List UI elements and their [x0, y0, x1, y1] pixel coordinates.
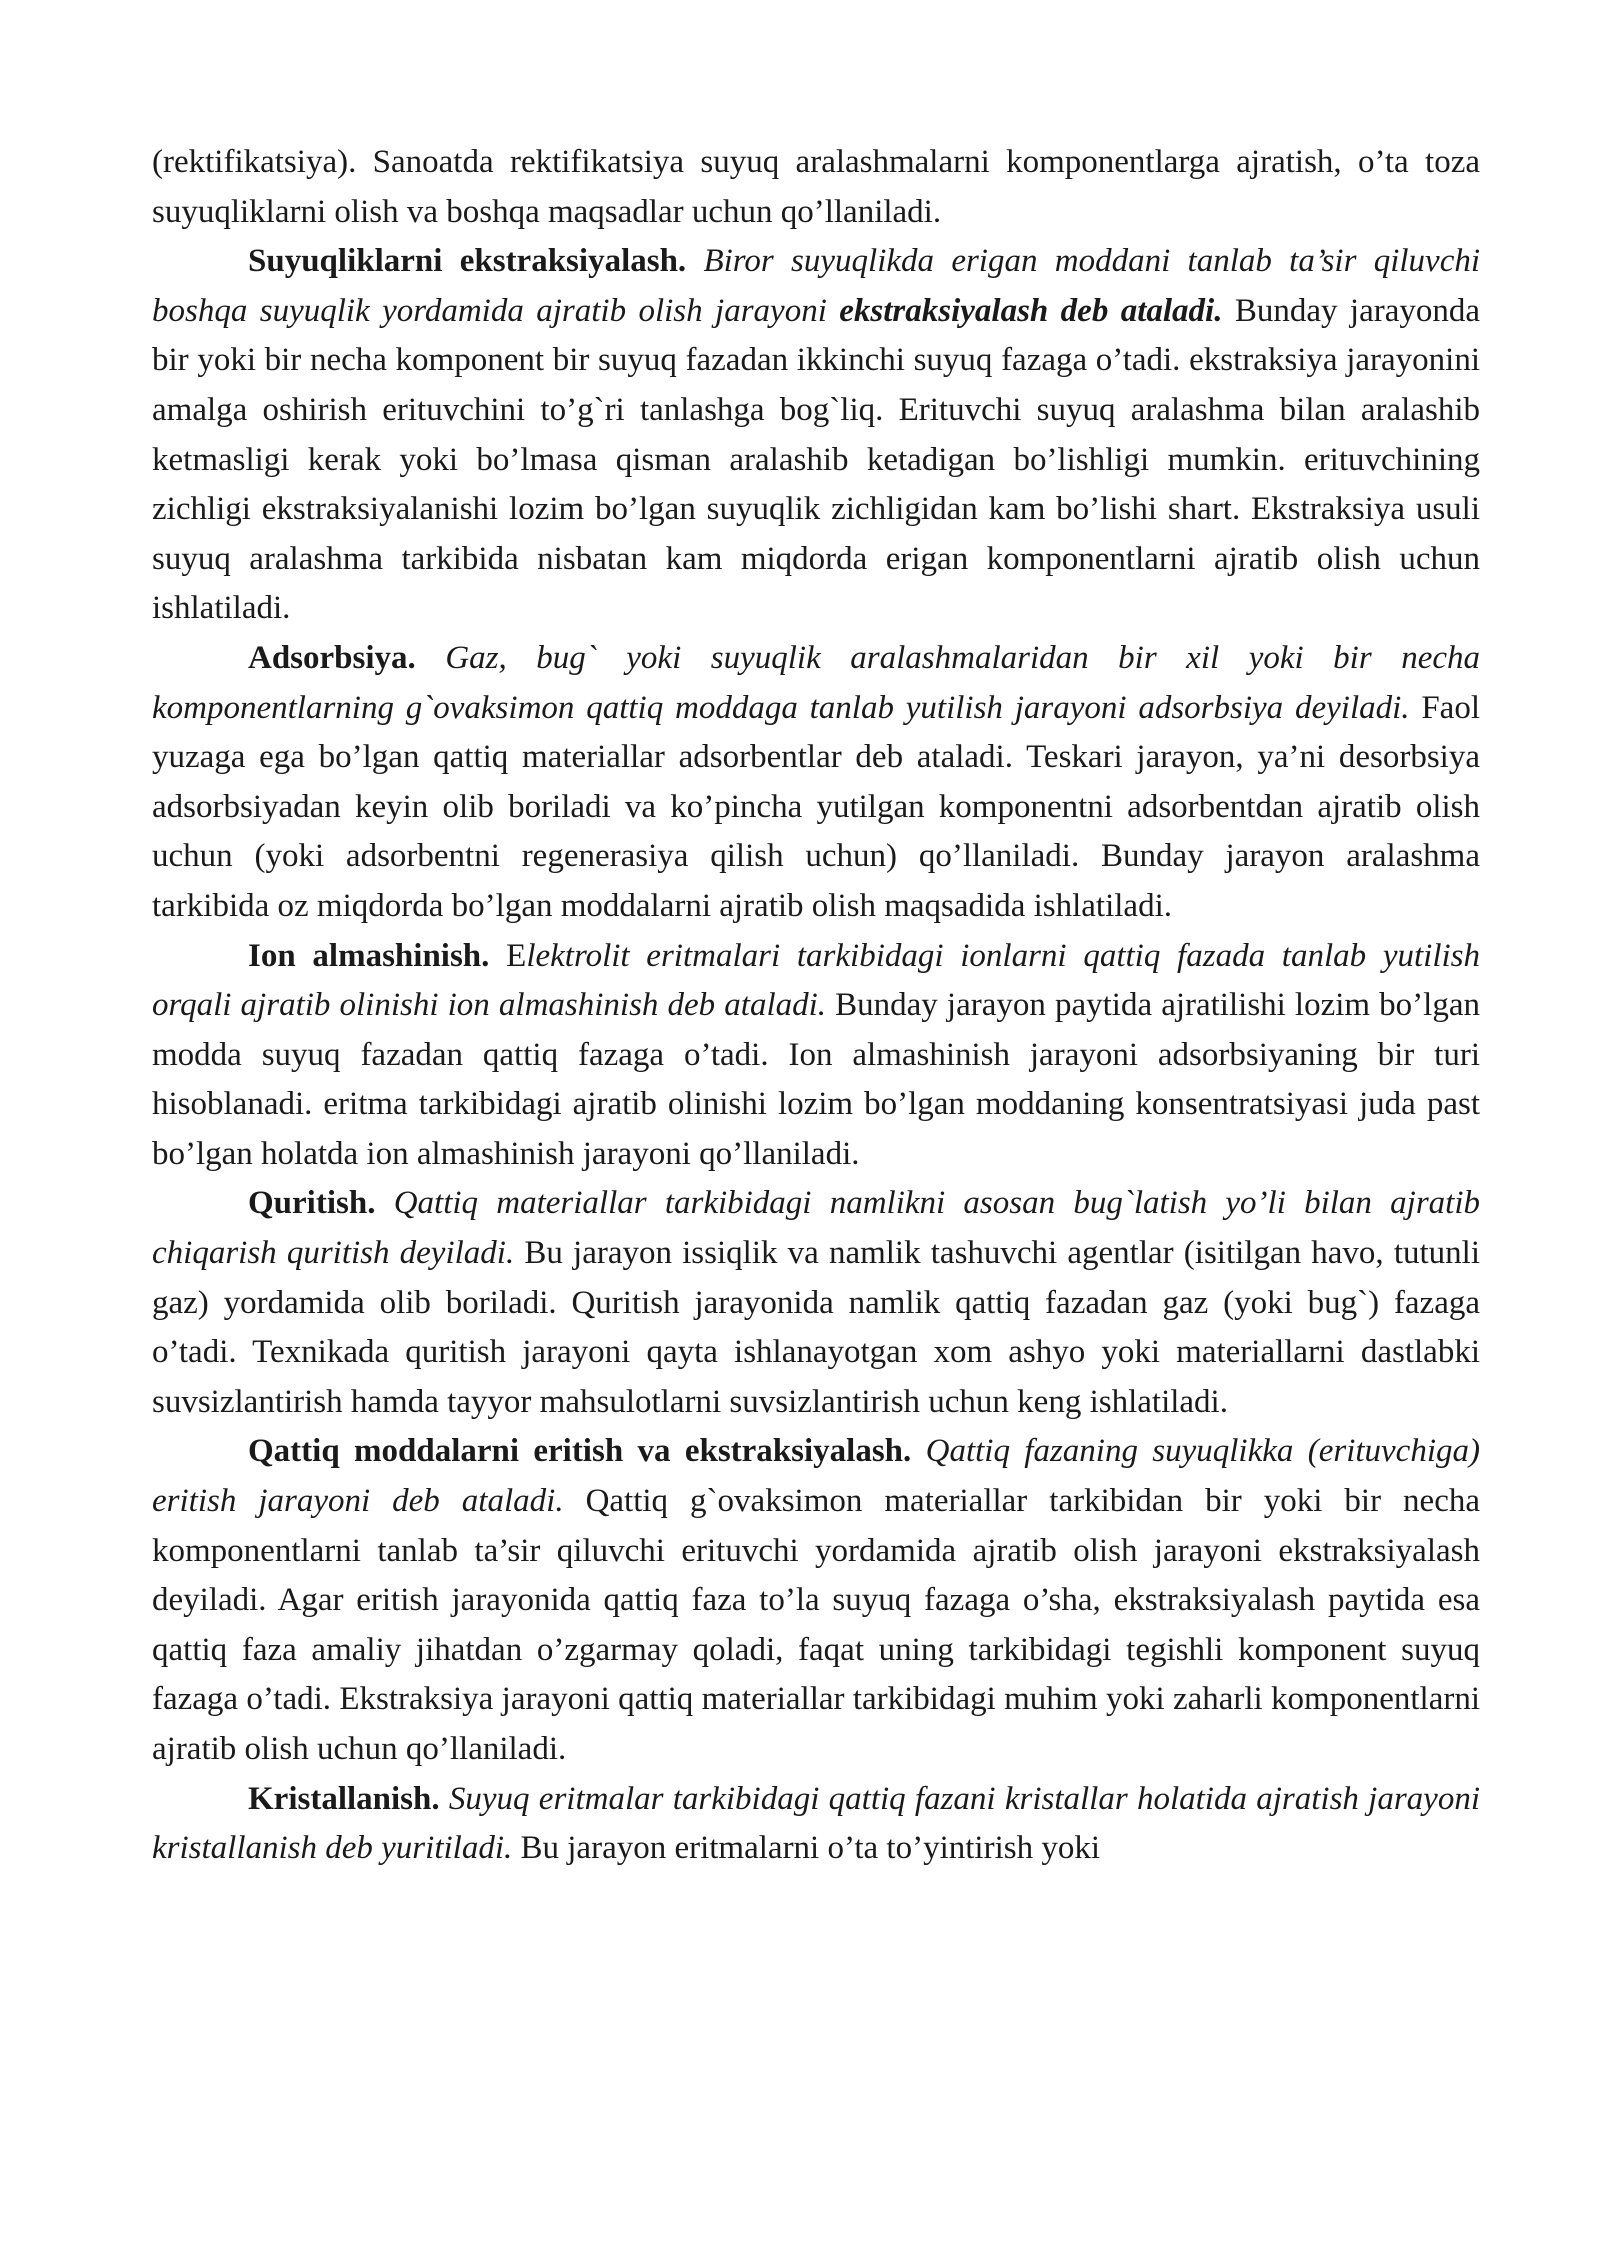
- paragraph-rektifikatsiya: [152, 138, 1480, 237]
- definition-lead-letter: E: [506, 937, 527, 974]
- paragraph-body: Qattiq g`ovaksimon materiallar tarkibidan bir yoki bir necha komponentlarni tanlab ta’sir qiluvchi erituvchi yordamida ajratib olish jarayoni ekstraksiyalash deyiladi. Agar eritish jarayonida qattiq faza to’la suyuq fazaga o’sha, ekstraksiyalash paytida esa qattiq faza amaliy jihatdan o’zgarmay qoladi, faqat uning tarkibidagi tegishli komponent suyuq fazaga o’tadi. Ekstraksiya jarayoni qattiq materiallar tarkibidagi muhim yoki zaharli komponentlarni ajratib olish uchun qo’llaniladi.: [152, 1483, 1480, 1767]
- paragraph-body: Faol yuzaga ega bo’lgan qattiq materiallar adsorbentlar deb ataladi. Teskari jarayon, ya’ni desorbsiya adsorbsiyadan keyin olib boriladi va ko’pincha yutilgan komponentni adsorbentdan ajratib olish uchun (yoki adsorbentni regenerasiya qilish uchun) qo’llaniladi. Bunday jarayon aralashma tarkibida oz miqdorda bo’lgan moddalarni ajratib olish maqsadida ishlatiladi.: [152, 689, 1480, 924]
- document-page: [152, 138, 1480, 1874]
- section-heading: Suyuqliklarni ekstraksiyalash.: [248, 243, 687, 280]
- definition-text: Gaz, bug` yoki suyuqlik aralashmalaridan bir xil yoki bir necha komponentlarning g`ovaksimon qattiq moddaga tanlab yutilish jarayoni adsorbsiya deyiladi.: [152, 639, 1480, 726]
- paragraph-body: Bunday jarayon paytida ajratilishi lozim bo’lgan modda suyuq fazadan qattiq fazaga o’tadi. Ion almashinish jarayoni adsorbsiyaning bir turi hisoblanadi. eritma tarkibidagi ajratib olinishi lozim bo’lgan moddaning konsentratsiyasi juda past bo’lgan holatda ion almashinish jarayoni qo’llaniladi.: [152, 987, 1480, 1172]
- definition-text: Suyuq eritmalar tarkibidagi qattiq fazani kristallar holatida ajratish jarayoni kristallanish deb yuritiladi.: [152, 1780, 1480, 1867]
- section-heading: Qattiq moddalarni eritish va ekstraksiyalash.: [248, 1433, 912, 1470]
- paragraph-body: Bu jarayon eritmalarni o’ta to’yintirish yoki: [520, 1830, 1101, 1867]
- definition-text: lektrolit eritmalari tarkibidagi ionlarni qattiq fazada tanlab yutilish orqali ajratib olinishi ion almashinish deb ataladi.: [152, 937, 1481, 1024]
- section-heading: Kristallanish.: [248, 1780, 440, 1817]
- section-heading: Adsorbsiya.: [248, 639, 416, 676]
- paragraph-quritish: [152, 1179, 1480, 1427]
- paragraph-suyuqliklarni-ekstraksiyalash: [152, 237, 1480, 634]
- definition-text: Qattiq fazaning suyuqlikka (erituvchiga) eritish jarayoni deb ataladi.: [152, 1433, 1480, 1520]
- defined-term: ekstraksiyalash deb ataladi.: [839, 292, 1223, 329]
- paragraph-body: Bunday jarayonda bir yoki bir necha komponent bir suyuq fazadan ikkinchi suyuq fazaga o’tadi. ekstraksiya jarayonini amalga oshirish erituvchini to’g`ri tanlashga bog`liq. Erituvchi suyuq aralashma bilan aralashib ketmasligi kerak yoki bo’lmasa qisman aralashib ketadigan bo’lishligi mumkin. erituvchining zichligi ekstraksiyalanishi lozim bo’lgan suyuqlik zichligidan kam bo’lishi shart. Ekstraksiya usuli suyuq aralashma tarkibida nisbatan kam miqdorda erigan komponentlarni ajratib olish uchun ishlatiladi.: [152, 292, 1481, 627]
- paragraph-text: (rektifikatsiya). Sanoatda rektifikatsiya suyuq aralashmalarni komponentlarga ajratish, o’ta toza suyuqliklarni olish va boshqa maqsadlar uchun qo’llaniladi.: [152, 144, 1480, 230]
- paragraph-adsorbsiya: [152, 634, 1480, 932]
- section-heading: Quritish.: [248, 1185, 376, 1222]
- section-heading: Ion almashinish.: [248, 937, 490, 974]
- paragraph-qattiq-moddalarni-eritish: [152, 1427, 1480, 1774]
- paragraph-body: Bu jarayon issiqlik va namlik tashuvchi agentlar (isitilgan havo, tutunli gaz) yordamida olib boriladi. Quritish jarayonida namlik qattiq fazadan gaz (yoki bug`) fazaga o’tadi. Texnikada quritish jarayoni qayta ishlanayotgan xom ashyo yoki materiallarni dastlabki suvsizlantirish hamda tayyor mahsulotlarni suvsizlantirish uchun keng ishlatiladi.: [152, 1235, 1480, 1420]
- paragraph-kristallanish: [152, 1775, 1480, 1874]
- definition-text: Qattiq materiallar tarkibidagi namlikni asosan bug`latish yo’li bilan ajratib chiqarish quritish deyiladi.: [152, 1185, 1481, 1272]
- paragraph-ion-almashinish: [152, 932, 1480, 1180]
- definition-text: Biror suyuqlikda erigan moddani tanlab ta’sir qiluvchi boshqa suyuqlik yordamida ajratib olish jarayoni: [152, 243, 1481, 329]
